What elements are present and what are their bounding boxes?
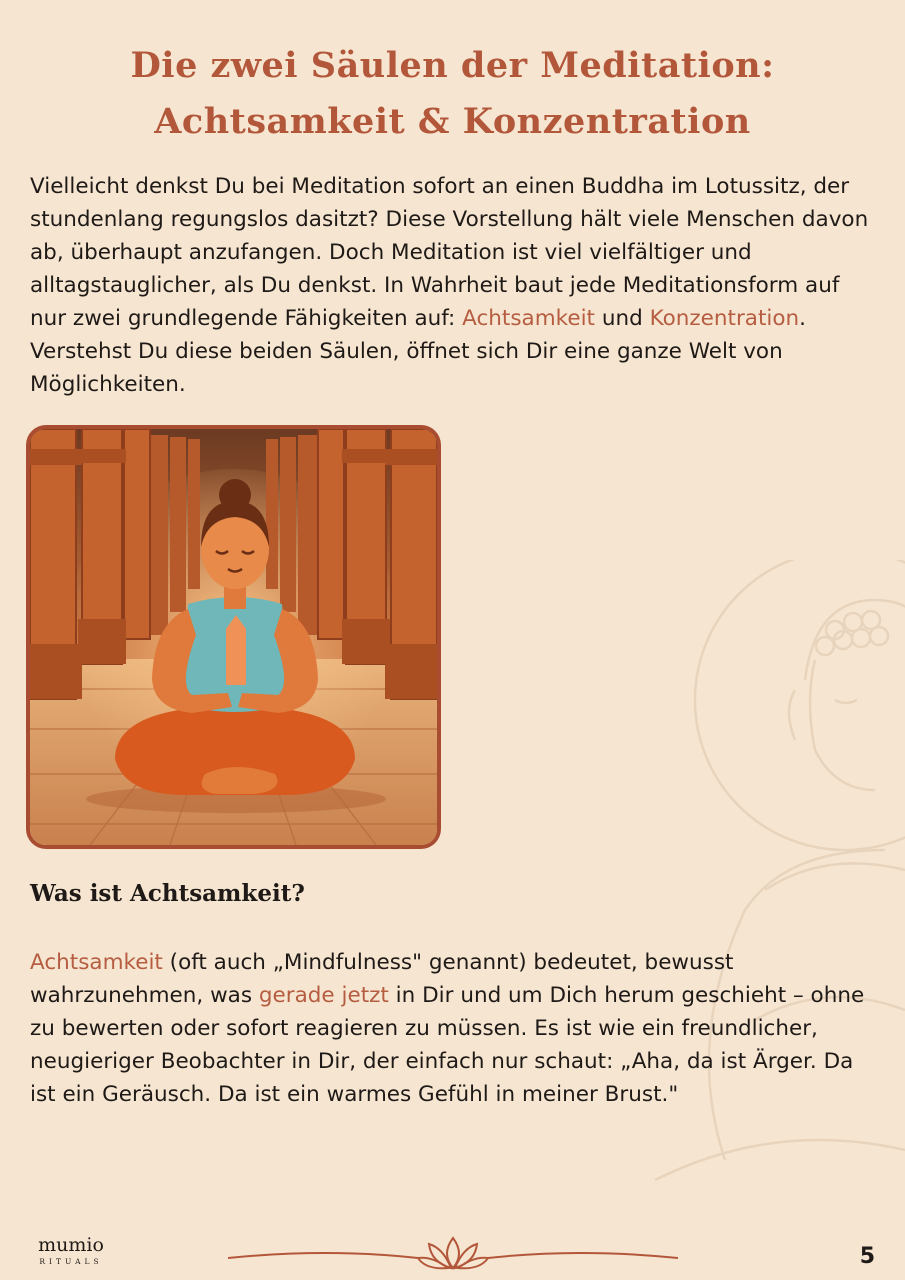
highlight-achtsamkeit: Achtsamkeit xyxy=(462,306,595,331)
title-line-1: Die zwei Säulen der Meditation: xyxy=(130,45,775,86)
meditation-illustration xyxy=(30,429,437,845)
title-line-2: Achtsamkeit & Konzentration xyxy=(154,101,751,142)
highlight-gerade-jetzt: gerade jetzt xyxy=(258,983,389,1008)
lotus-icon xyxy=(228,1232,678,1272)
section-text-2: in Dir und um Dich herum geschieht – ohne zu bewerten oder sofort reagieren zu müssen. Es ist wie ein freundlicher, neugieriger Beobachter in Dir, der einfach nur schaut: „Aha, da ist Ärger. Da ist ein Geräusch. Da ist ein warmes Gefühl in meiner Brust." xyxy=(30,983,865,1107)
page-number: 5 xyxy=(859,1244,875,1269)
intro-paragraph xyxy=(30,170,872,401)
brand-name: mumio xyxy=(38,1234,104,1256)
page-title xyxy=(40,38,865,150)
highlight-achtsamkeit-term: Achtsamkeit xyxy=(30,950,163,975)
section-heading: Was ist Achtsamkeit? xyxy=(30,880,305,907)
brand-subtitle: RITUALS xyxy=(39,1257,103,1266)
intro-text-1: Vielleicht denkst Du bei Meditation sofort an einen Buddha im Lotussitz, der stundenlang regungslos dasitzt? Diese Vorstellung hält viele Menschen davon ab, überhaupt anzufangen. Doch Meditation ist viel vielfältiger und alltagstauglicher, als Du denkst. In Wahrheit baut jede Meditationsform auf nur zwei grundlegende Fähigkeiten auf: xyxy=(30,174,869,331)
achtsamkeit-paragraph xyxy=(30,946,872,1111)
intro-text-2: und xyxy=(594,306,650,331)
section-text-1: (oft auch „Mindfulness" genannt) bedeutet, bewusst wahrzunehmen, was xyxy=(30,950,734,1008)
highlight-konzentration: Konzentration xyxy=(649,306,800,331)
brand-logo xyxy=(30,1235,112,1266)
intro-text-3: . Verstehst Du diese beiden Säulen, öffnet sich Dir eine ganze Welt von Möglichkeiten. xyxy=(30,306,806,397)
